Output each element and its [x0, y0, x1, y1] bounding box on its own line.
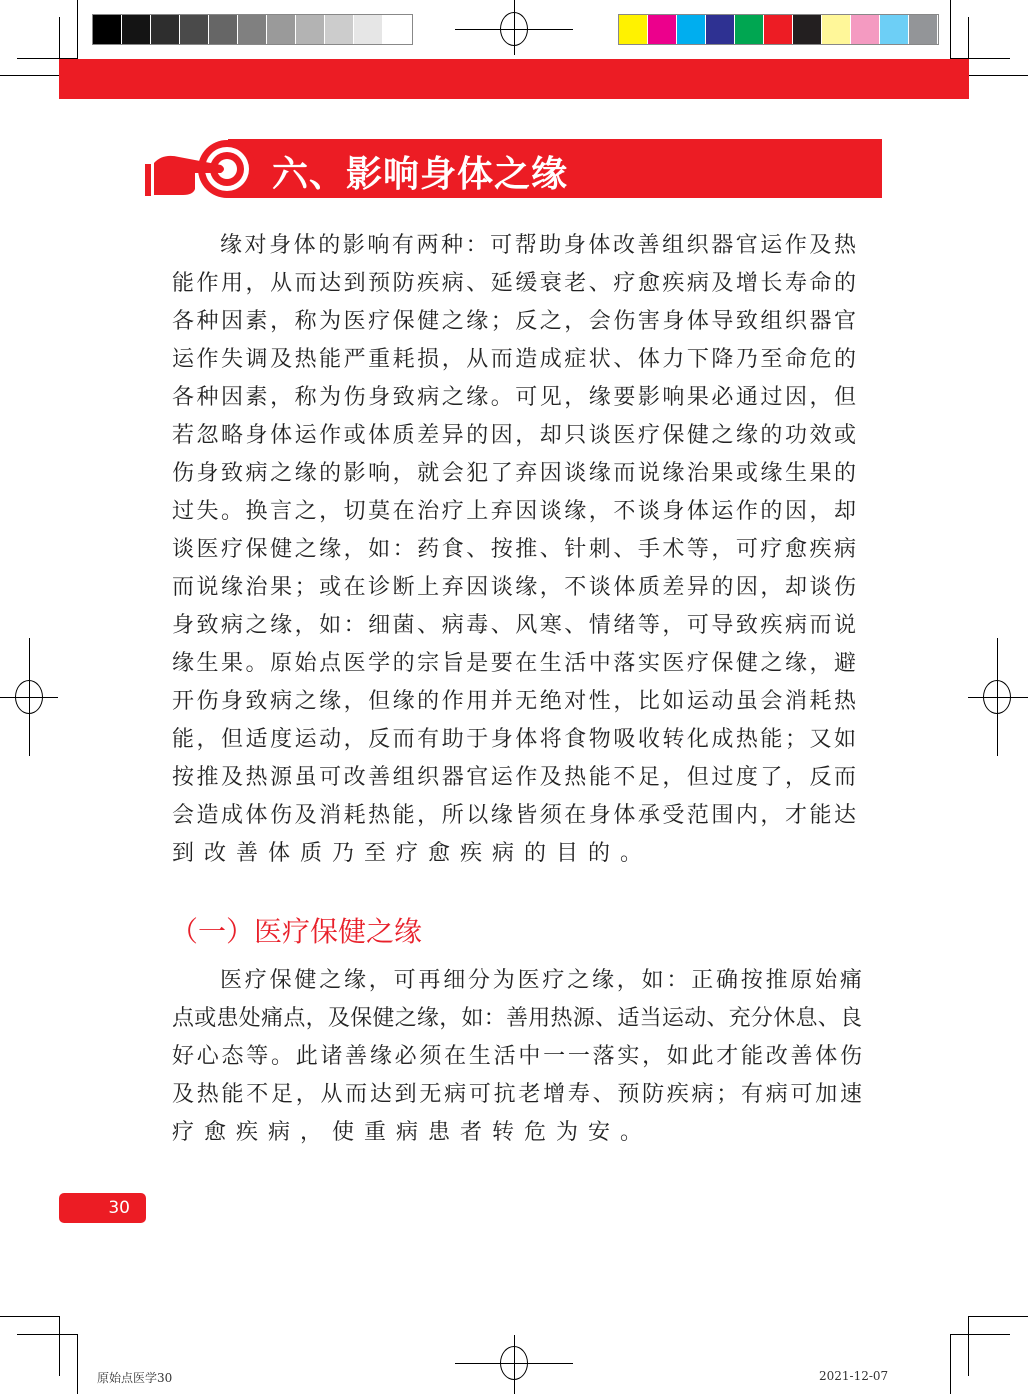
page-number-badge: 30 — [59, 1193, 146, 1223]
text-line: 到改善体质乃至疗愈疾病的目的。 — [172, 841, 653, 866]
color-swatch — [822, 15, 850, 44]
text-line: 能作用，从而达到预防疾病、延缓衰老、疗愈疾病及增长寿命的 — [172, 271, 856, 296]
body-paragraph-1 — [172, 227, 856, 873]
text-line: 好心态等。此诸善缘必须在生活中一一落实，如此才能改善体伤 — [172, 1044, 862, 1069]
text-line: 开伤身致病之缘，但缘的作用并无绝对性，比如运动虽会消耗热 — [172, 689, 856, 714]
text-line: 能，但适度运动，反而有助于身体将食物吸收转化成热能；又如 — [172, 727, 856, 752]
footer-left-label: 原始点医学30 — [97, 1371, 173, 1385]
color-swatch — [122, 15, 150, 44]
color-swatch — [209, 15, 237, 44]
subsection-heading: （一）医疗保健之缘 — [170, 915, 423, 948]
color-swatch — [793, 15, 821, 44]
footer-date: 2021-12-07 — [819, 1369, 889, 1383]
color-swatch — [354, 15, 382, 44]
color-swatch — [267, 15, 295, 44]
text-line: 各种因素，称为伤身致病之缘。可见，缘要影响果必通过因，但 — [172, 385, 856, 410]
text-line: 及热能不足，从而达到无病可抗老增寿、预防疾病；有病可加速 — [172, 1082, 862, 1107]
color-swatch — [909, 15, 937, 44]
section-title: 六、影响身体之缘 — [272, 154, 569, 195]
color-swatch — [706, 15, 734, 44]
color-swatch — [180, 15, 208, 44]
color-swatch — [325, 15, 353, 44]
text-line: 会造成体伤及消耗热能，所以缘皆须在身体承受范围内，才能达 — [172, 803, 856, 828]
text-line: 身致病之缘，如：细菌、病毒、风寒、情绪等，可导致疾病而说 — [172, 613, 856, 638]
color-swatch — [151, 15, 179, 44]
text-line: 医疗保健之缘，可再细分为医疗之缘，如：正确按推原始痛 — [220, 968, 862, 993]
color-swatch — [296, 15, 324, 44]
grayscale-color-bar — [92, 14, 413, 45]
text-line: 过失。换言之，切莫在治疗上弃因谈缘，不谈身体运作的因，却 — [172, 499, 856, 524]
color-swatch — [383, 15, 411, 44]
text-line: 疗愈疾病，使重病患者转危为安。 — [172, 1120, 653, 1145]
text-line: 缘对身体的影响有两种：可帮助身体改善组织器官运作及热 — [220, 233, 856, 258]
color-swatch — [764, 15, 792, 44]
color-swatch — [880, 15, 908, 44]
color-swatch — [735, 15, 763, 44]
color-swatch — [619, 15, 647, 44]
color-swatch — [677, 15, 705, 44]
color-swatch — [851, 15, 879, 44]
text-line: 点或患处痛点，及保健之缘，如：善用热源、适当运动、充分休息、良 — [172, 1006, 862, 1031]
color-swatch — [648, 15, 676, 44]
text-line: 按推及热源虽可改善组织器官运作及热能不足，但过度了，反而 — [172, 765, 856, 790]
text-line: 运作失调及热能严重耗损，从而造成症状、体力下降乃至命危的 — [172, 347, 856, 372]
text-line: 若忽略身体运作或体质差异的因，却只谈医疗保健之缘的功效或 — [172, 423, 856, 448]
text-line: 而说缘治果；或在诊断上弃因谈缘，不谈体质差异的因，却谈伤 — [172, 575, 856, 600]
text-line: 各种因素，称为医疗保健之缘；反之，会伤害身体导致组织器官 — [172, 309, 856, 334]
cmyk-color-bar — [618, 14, 939, 45]
text-line: 缘生果。原始点医学的宗旨是要在生活中落实医疗保健之缘，避 — [172, 651, 856, 676]
color-swatch — [238, 15, 266, 44]
text-line: 谈医疗保健之缘，如：药食、按推、针刺、手术等，可疗愈疾病 — [172, 537, 856, 562]
text-line: 伤身致病之缘的影响，就会犯了弃因谈缘而说缘治果或缘生果的 — [172, 461, 856, 486]
pointing-hand-target-icon — [143, 139, 258, 205]
body-paragraph-2 — [172, 962, 862, 1152]
header-red-band — [59, 59, 969, 99]
color-swatch — [93, 15, 121, 44]
